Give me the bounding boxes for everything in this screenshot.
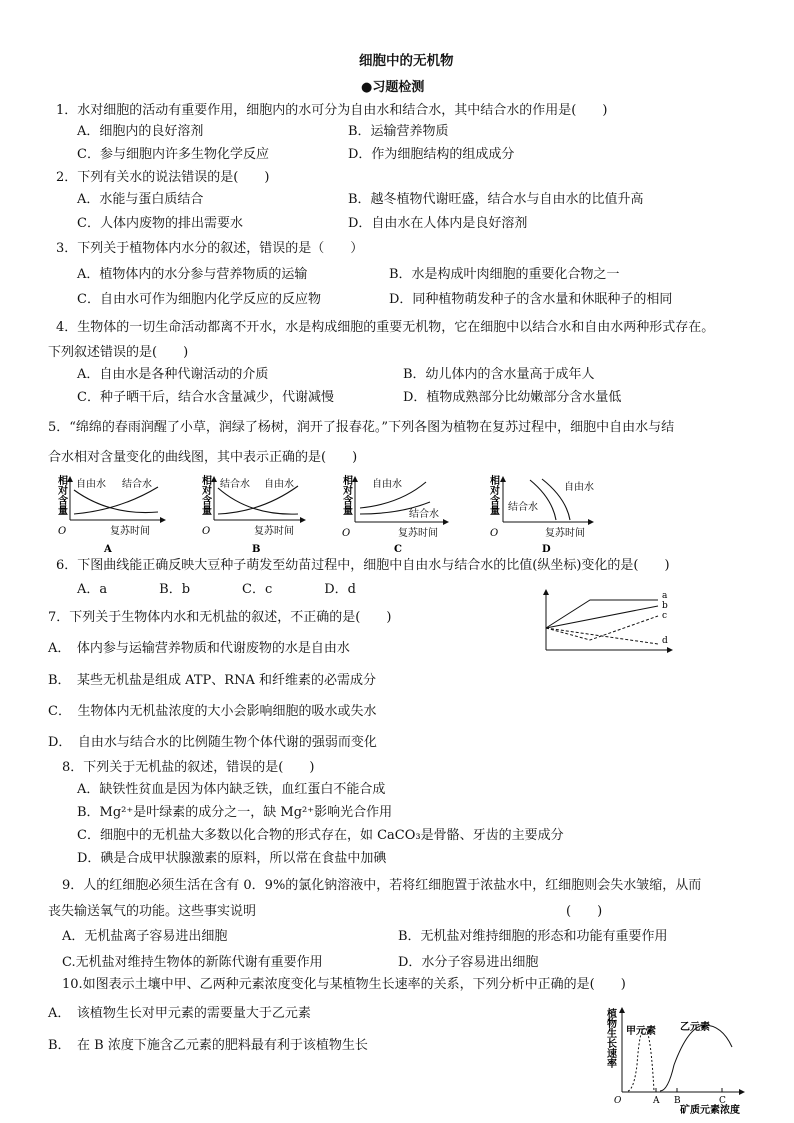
q5d-ylabel: 相对含量 xyxy=(490,476,500,517)
q5b-free-label: 自由水 xyxy=(264,479,294,490)
q5c-origin: O xyxy=(342,528,351,539)
q5d-origin: O xyxy=(490,528,499,539)
q5a-ylabel: 相对含量 xyxy=(58,476,68,517)
q10-curve-yi xyxy=(660,1025,732,1091)
q5-stem-line2: 合水相对含量变化的曲线图，其中表示正确的是( ) xyxy=(48,450,358,465)
q1-option-c[interactable]: C．参与细胞内许多生物化学反应 xyxy=(77,147,269,162)
q5a-bound-label: 结合水 xyxy=(122,479,152,490)
q7-option-c[interactable]: C． 生物体内无机盐浓度的大小会影响细胞的吸水或失水 xyxy=(48,704,377,719)
q5c-xlabel: 复苏时间 xyxy=(398,528,438,539)
q4-option-b[interactable]: B．幼儿体内的含水量高于成年人 xyxy=(403,367,595,382)
q5d-label: D xyxy=(542,544,551,555)
q1-option-a[interactable]: A．细胞内的良好溶剂 xyxy=(77,124,204,139)
q8-stem: 8．下列关于无机盐的叙述，错误的是( ) xyxy=(62,760,315,775)
q5-graphs xyxy=(0,470,794,560)
q10-option-b[interactable]: B． 在 B 浓度下施含乙元素的肥料最有利于该植物生长 xyxy=(48,1038,368,1053)
q5a-bound-curve xyxy=(74,487,158,514)
q6-curve-a xyxy=(546,600,658,628)
q5b-bound-label: 结合水 xyxy=(220,479,250,490)
q5-graph-a[interactable] xyxy=(57,474,165,555)
q5d-bound-label: 结合水 xyxy=(508,502,538,513)
q5-graph-c[interactable] xyxy=(342,474,448,555)
q5-stem-line1: 5．“绵绵的春雨润醒了小草，润绿了杨树，润开了报春花。”下列各图为植物在复苏过程中，细胞中自由水与结 xyxy=(48,420,675,435)
q5d-free-label: 自由水 xyxy=(564,482,594,493)
q9-option-a[interactable]: A．无机盐离子容易进出细胞 xyxy=(62,929,228,944)
q10-graph xyxy=(604,1005,774,1123)
q3-option-d[interactable]: D．同种植物萌发种子的含水量和休眠种子的相同 xyxy=(389,292,673,307)
q5b-origin: O xyxy=(202,526,211,537)
q6-label-c: c xyxy=(662,611,668,621)
q5b-xlabel: 复苏时间 xyxy=(254,526,294,537)
q5c-free-label: 自由水 xyxy=(372,479,402,490)
q8-option-c[interactable]: C．细胞中的无机盐大多数以化合物的形式存在，如 CaCO₃是骨骼、牙齿的主要成分 xyxy=(77,828,564,843)
q5c-bound-label: 结合水 xyxy=(409,509,439,520)
q5b-ylabel: 相对含量 xyxy=(202,476,212,517)
q10-curve-jia xyxy=(628,1028,654,1091)
q2-option-d[interactable]: D．自由水在人体内是良好溶剂 xyxy=(348,216,528,231)
q3-option-b[interactable]: B．水是构成叶肉细胞的重要化合物之一 xyxy=(389,267,620,282)
q1-option-b[interactable]: B．运输营养物质 xyxy=(348,124,449,139)
q2-option-a[interactable]: A．水能与蛋白质结合 xyxy=(77,192,204,207)
q6-curve-d xyxy=(546,628,658,644)
q10-origin: O xyxy=(614,1096,622,1106)
q3-option-c[interactable]: C．自由水可作为细胞内化学反应的反应物 xyxy=(77,292,321,307)
q8-option-d[interactable]: D．碘是合成甲状腺激素的原料，所以常在食盐中加碘 xyxy=(77,851,387,866)
q5d-bound-curve xyxy=(530,480,556,520)
q3-option-a[interactable]: A．植物体内的水分参与营养物质的运输 xyxy=(77,267,308,282)
q10-ylabel: 植物生长速率 xyxy=(607,1009,617,1070)
q9-answer-paren: ( ) xyxy=(566,904,603,919)
q5-graph-d[interactable] xyxy=(489,474,594,555)
q7-option-a[interactable]: A． 体内参与运输营养物质和代谢废物的水是自由水 xyxy=(48,641,350,656)
q7-option-d[interactable]: D． 自由水与结合水的比例随生物个体代谢的强弱而变化 xyxy=(48,735,377,750)
q9-stem-line1: 9．人的红细胞必须生活在含有 0．9%的氯化钠溶液中，若将红细胞置于浓盐水中，红细胞则会失水皱缩，从而 xyxy=(62,878,702,893)
q2-option-c[interactable]: C．人体内废物的排出需要水 xyxy=(77,216,243,231)
q9-option-d[interactable]: D．水分子容易进出细胞 xyxy=(398,955,539,970)
q9-stem-line2: 丧失输送氧气的功能。这些事实说明 xyxy=(48,904,257,919)
q9-option-b[interactable]: B．无机盐对维持细胞的形态和功能有重要作用 xyxy=(398,929,668,944)
q5a-free-label: 自由水 xyxy=(76,479,106,490)
q4-option-c[interactable]: C．种子晒干后，结合水含量减少，代谢减慢 xyxy=(77,390,334,405)
q6-label-a: a xyxy=(662,591,668,601)
q10-tick-b: B xyxy=(674,1096,681,1106)
q10-label-jia: 甲元素 xyxy=(626,1026,656,1037)
q4-stem-line2: 下列叙述错误的是( ) xyxy=(48,345,189,360)
q10-tick-a: A xyxy=(653,1096,660,1106)
q3-stem: 3．下列关于植物体内水分的叙述，错误的是（ ） xyxy=(56,241,364,256)
q2-stem: 2．下列有关水的说法错误的是( ) xyxy=(56,170,270,185)
q10-xlabel: 矿质元素浓度 xyxy=(680,1105,740,1116)
q7-stem: 7．下列关于生物体内水和无机盐的叙述，不正确的是( ) xyxy=(48,610,392,625)
q5a-label: A xyxy=(104,544,112,555)
q5a-origin: O xyxy=(58,526,67,537)
q5d-xlabel: 复苏时间 xyxy=(545,528,585,539)
q6-graph xyxy=(538,588,678,658)
section-subtitle: ●习题检测 xyxy=(361,80,425,95)
q5b-bound-curve xyxy=(218,488,298,514)
q5a-xlabel: 复苏时间 xyxy=(110,526,150,537)
q5c-label: C xyxy=(394,544,402,555)
q8-option-b[interactable]: B．Mg²⁺是叶绿素的成分之一，缺 Mg²⁺影响光合作用 xyxy=(77,805,393,820)
q10-label-yi: 乙元素 xyxy=(680,1022,710,1033)
q10-stem: 10.如图表示土壤中甲、乙两种元素浓度变化与某植物生长速率的关系，下列分析中正确的是( ) xyxy=(62,977,626,992)
q9-option-c[interactable]: C.无机盐对维持生物体的新陈代谢有重要作用 xyxy=(62,955,323,970)
page-title: 细胞中的无机物 xyxy=(359,53,454,69)
q4-option-a[interactable]: A．自由水是各种代谢活动的介质 xyxy=(77,367,269,382)
q4-option-d[interactable]: D．植物成熟部分比幼嫩部分含水量低 xyxy=(403,390,622,405)
q1-option-d[interactable]: D．作为细胞结构的组成成分 xyxy=(348,147,515,162)
q10-tick-c: C xyxy=(719,1096,726,1106)
q6-label-b: b xyxy=(662,601,668,611)
q7-option-b[interactable]: B． 某些无机盐是组成 ATP、RNA 和纤维素的必需成分 xyxy=(48,673,376,688)
q6-options[interactable]: A．a B．b C．c D．d xyxy=(77,582,356,597)
q6-label-d: d xyxy=(662,636,668,646)
q5b-label: B xyxy=(252,544,261,555)
q8-option-a[interactable]: A．缺铁性贫血是因为体内缺乏铁，血红蛋白不能合成 xyxy=(77,782,386,797)
q1-stem: 1．水对细胞的活动有重要作用，细胞内的水可分为自由水和结合水，其中结合水的作用是( ) xyxy=(56,103,608,118)
q5c-ylabel: 相对含量 xyxy=(343,476,353,517)
q5-graph-b[interactable] xyxy=(201,474,305,555)
q6-stem: 6．下图曲线能正确反映大豆种子萌发至幼苗过程中，细胞中自由水与结合水的比值(纵坐标)变化的是( ) xyxy=(56,558,670,573)
q2-option-b[interactable]: B．越冬植物代谢旺盛，结合水与自由水的比值升高 xyxy=(348,192,644,207)
q4-stem-line1: 4．生物体的一切生命活动都离不开水，水是构成细胞的重要无机物，它在细胞中以结合水和自由水两种形式存在。 xyxy=(56,320,715,335)
q10-option-a[interactable]: A． 该植物生长对甲元素的需要量大于乙元素 xyxy=(48,1006,311,1021)
